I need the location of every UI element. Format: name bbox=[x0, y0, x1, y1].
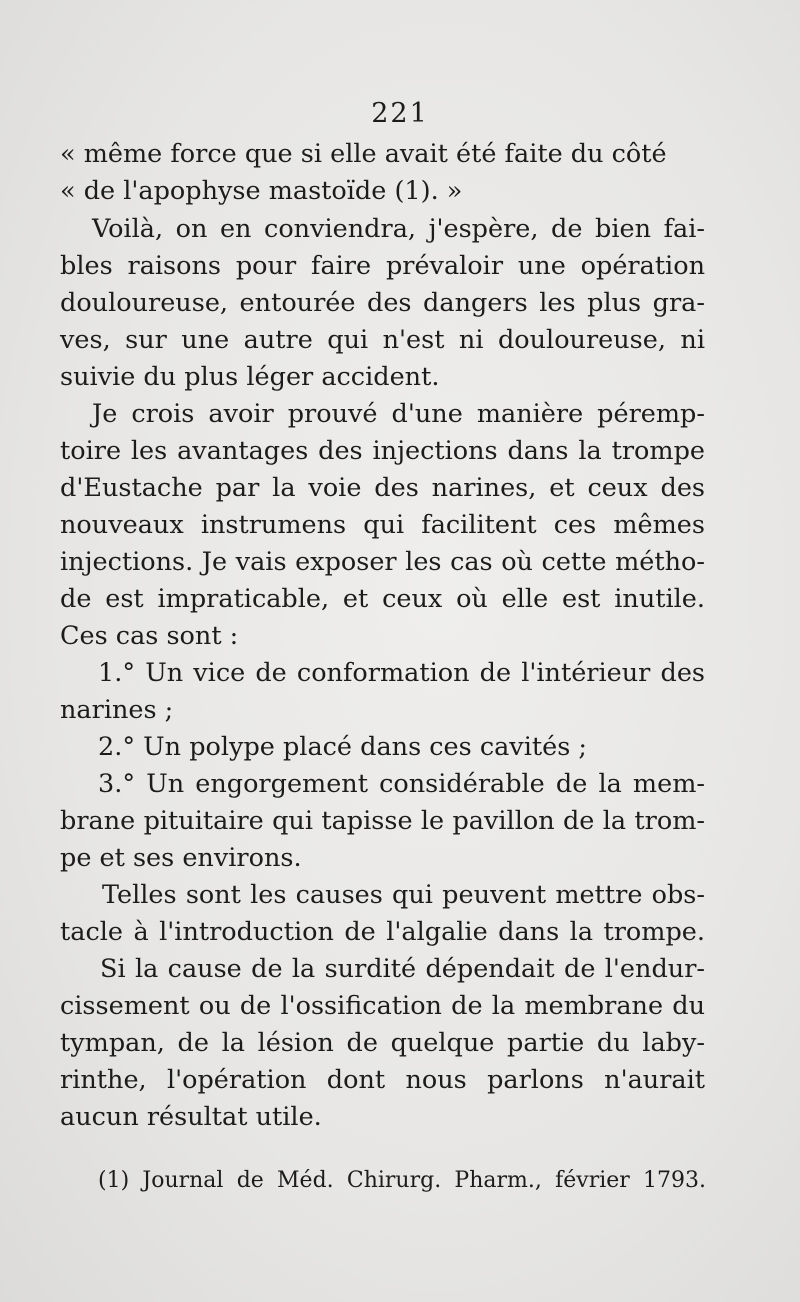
text-line: douloureuse, entourée des dangers les plus gra- bbox=[60, 288, 705, 318]
text-line: Si la cause de la surdité dépendait de l'endur- bbox=[100, 954, 705, 984]
text-line: de est impraticable, et ceux où elle est inutile. bbox=[60, 584, 705, 614]
text-line: nouveaux instrumens qui facilitent ces mêmes bbox=[60, 510, 705, 540]
text-line: suivie du plus léger accident. bbox=[60, 362, 440, 392]
text-line: rinthe, l'opération dont nous parlons n'aurait bbox=[60, 1065, 705, 1095]
text-line: brane pituitaire qui tapisse le pavillon de la trom- bbox=[60, 806, 705, 836]
text-line: « de l'apophyse mastoïde (1). » bbox=[60, 176, 463, 206]
text-line: Ces cas sont : bbox=[60, 621, 239, 651]
list-item: 3.° Un engorgement considérable de la mem- bbox=[98, 769, 705, 799]
text-line: narines ; bbox=[60, 695, 174, 725]
text-line: pe et ses environs. bbox=[60, 843, 302, 873]
text-line: Je crois avoir prouvé d'une manière péremp- bbox=[92, 399, 705, 429]
list-item: 1.° Un vice de conformation de l'intérieur des bbox=[98, 658, 705, 688]
text-line: bles raisons pour faire prévaloir une opération bbox=[60, 251, 705, 281]
list-item: 2.° Un polype placé dans ces cavités ; bbox=[98, 732, 587, 762]
text-line: tacle à l'introduction de l'algalie dans la trompe. bbox=[60, 917, 705, 947]
text-line: ves, sur une autre qui n'est ni douloureuse, ni bbox=[60, 325, 705, 355]
text-line: toire les avantages des injections dans la trompe bbox=[60, 436, 705, 466]
text-line: tympan, de la lésion de quelque partie du laby- bbox=[60, 1028, 705, 1058]
text-line: injections. Je vais exposer les cas où cette métho- bbox=[60, 547, 705, 577]
text-line: d'Eustache par la voie des narines, et ceux des bbox=[60, 473, 705, 503]
footnote: (1) Journal de Méd. Chirurg. Pharm., février 1793. bbox=[98, 1168, 706, 1193]
text-line: Telles sont les causes qui peuvent mettre obs- bbox=[102, 880, 705, 910]
text-line: cissement ou de l'ossification de la membrane du bbox=[60, 991, 705, 1021]
text-line: Voilà, on en conviendra, j'espère, de bien fai- bbox=[92, 214, 705, 244]
page-number: 221 bbox=[371, 98, 429, 129]
text-line: « même force que si elle avait été faite du côté bbox=[60, 139, 667, 169]
text-line: aucun résultat utile. bbox=[60, 1102, 322, 1132]
